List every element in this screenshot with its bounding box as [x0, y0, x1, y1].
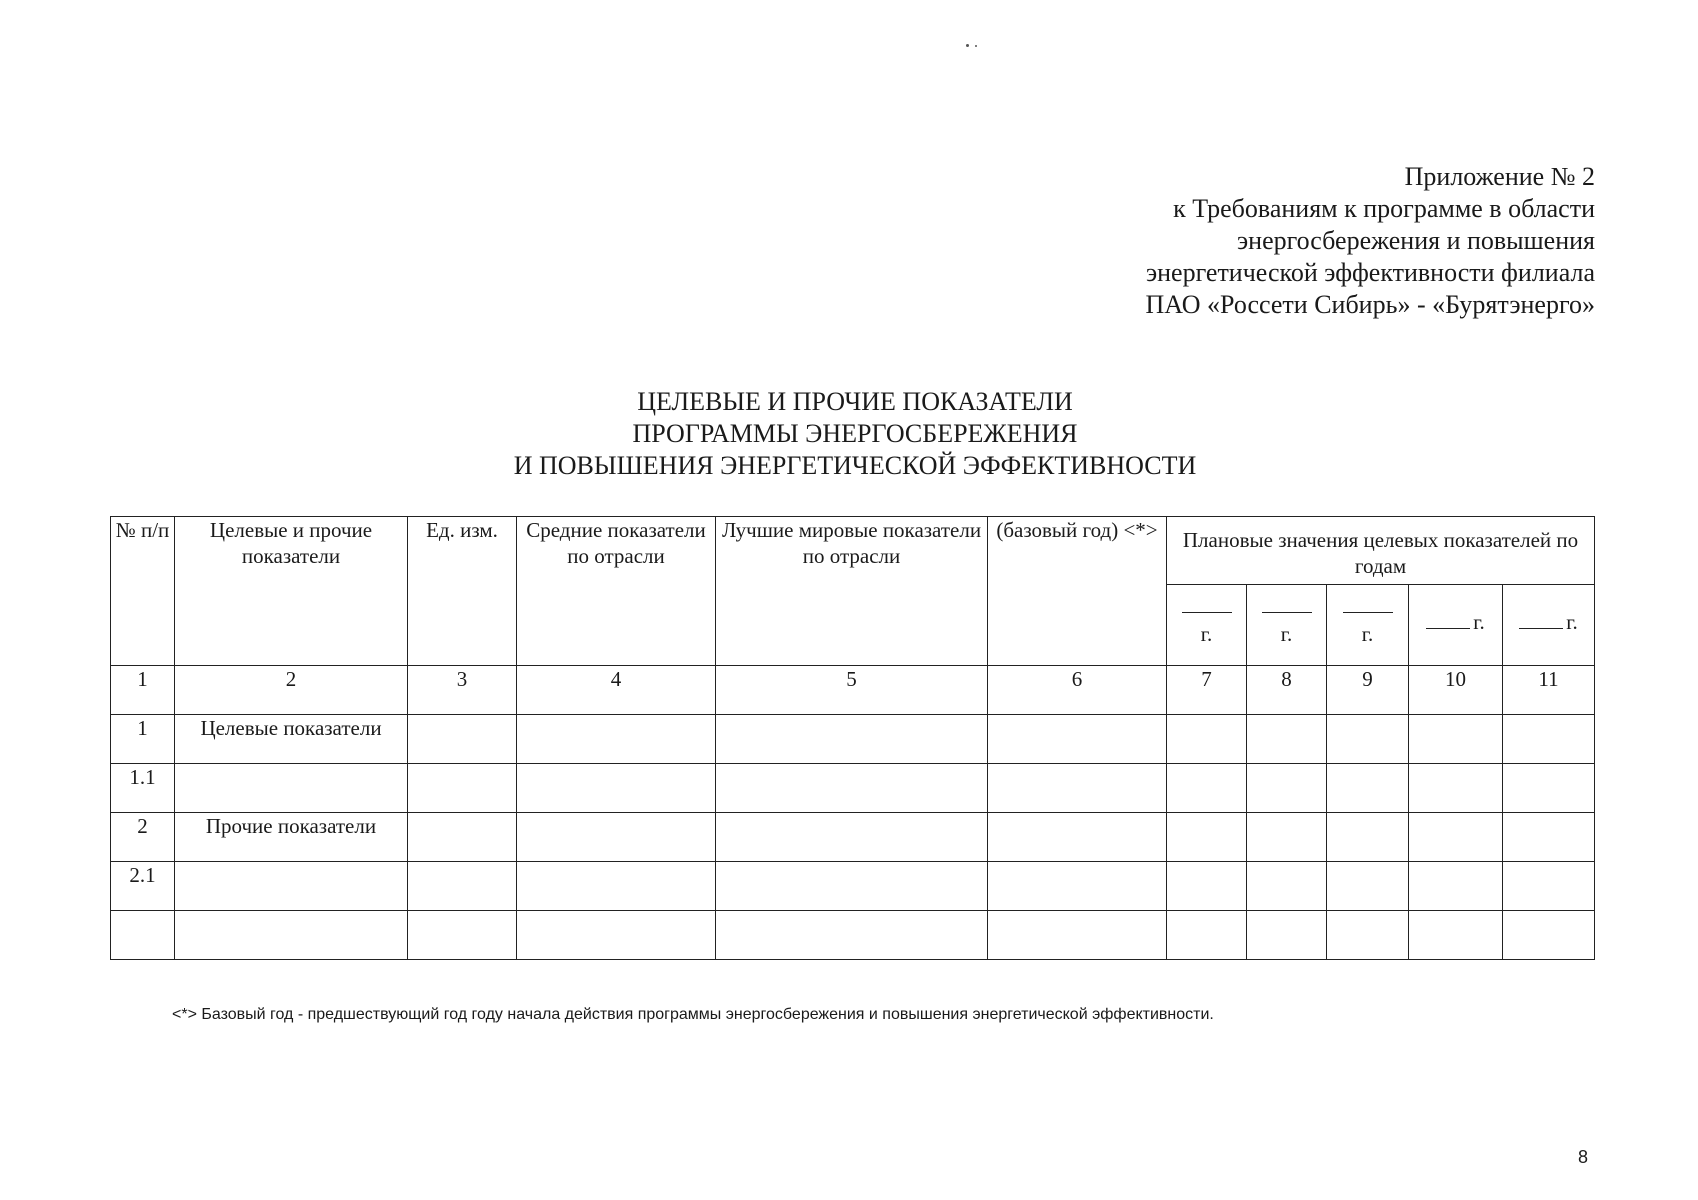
- year-cell: [1247, 585, 1327, 666]
- row-number: [111, 911, 175, 960]
- appendix-line: к Требованиям к программе в области: [1173, 194, 1595, 223]
- title-line: ЦЕЛЕВЫЕ И ПРОЧИЕ ПОКАЗАТЕЛИ: [637, 387, 1073, 416]
- appendix-line: энергосбережения и повышения: [1237, 226, 1595, 255]
- row-name: [175, 764, 408, 813]
- column-number: 2: [175, 666, 408, 715]
- table-row: [111, 813, 1595, 862]
- document-title: [110, 386, 1600, 482]
- row-number: 2.1: [111, 862, 175, 911]
- year-suffix: г.: [1566, 610, 1578, 634]
- column-number: 4: [517, 666, 716, 715]
- page-number: 8: [1577, 1147, 1588, 1167]
- title-line: ПРОГРАММЫ ЭНЕРГОСБЕРЕЖЕНИЯ: [632, 419, 1078, 448]
- row-name: Прочие показатели: [175, 813, 408, 862]
- appendix-line: ПАО «Россети Сибирь» - «Бурятэнерго»: [1145, 290, 1595, 319]
- table-row: [111, 715, 1595, 764]
- header-industry-average: Средние показатели по отрасли: [517, 517, 716, 666]
- header-base-year: (базовый год) <*>: [988, 517, 1167, 666]
- indicators-table: [110, 516, 1595, 960]
- row-name: Целевые показатели: [175, 715, 408, 764]
- appendix-line: Приложение № 2: [1404, 162, 1595, 191]
- column-number: 10: [1409, 666, 1503, 715]
- row-name: [175, 862, 408, 911]
- year-cell: [1409, 585, 1503, 666]
- column-number: 8: [1247, 666, 1327, 715]
- year-suffix: г.: [1200, 622, 1213, 646]
- column-number: 5: [716, 666, 988, 715]
- column-number: 1: [111, 666, 175, 715]
- scan-speck: [975, 45, 977, 47]
- appendix-line: энергетической эффективности филиала: [1145, 258, 1595, 287]
- appendix-note: [1145, 161, 1595, 321]
- year-cell: [1327, 585, 1409, 666]
- column-number: 7: [1167, 666, 1247, 715]
- row-name: [175, 911, 408, 960]
- year-cell: [1167, 585, 1247, 666]
- row-number: 2: [111, 813, 175, 862]
- year-suffix: г.: [1473, 610, 1485, 634]
- header-unit: Ед. изм.: [408, 517, 517, 666]
- year-suffix: г.: [1361, 622, 1374, 646]
- year-suffix: г.: [1280, 622, 1293, 646]
- column-number-row: [111, 666, 1595, 715]
- column-number: 6: [988, 666, 1167, 715]
- table-row: [111, 764, 1595, 813]
- row-number: 1.1: [111, 764, 175, 813]
- header-best-world: Лучшие мировые показатели по отрасли: [716, 517, 988, 666]
- table-row: [111, 911, 1595, 960]
- year-cell: [1503, 585, 1595, 666]
- column-number: 9: [1327, 666, 1409, 715]
- column-number: 11: [1503, 666, 1595, 715]
- title-line: И ПОВЫШЕНИЯ ЭНЕРГЕТИЧЕСКОЙ ЭФФЕКТИВНОСТИ: [513, 451, 1197, 480]
- scan-speck: [966, 44, 969, 47]
- header-planned-values: Плановые значения целевых показателей по годам: [1167, 517, 1595, 585]
- column-number: 3: [408, 666, 517, 715]
- row-number: 1: [111, 715, 175, 764]
- header-number: № п/п: [111, 517, 175, 666]
- footnote: <*> Базовый год - предшествующий год году начала действия программы энергосбережения и повышения энергетической эффективности.: [172, 1006, 1214, 1023]
- header-indicators: Целевые и прочие показатели: [175, 517, 408, 666]
- table-row: [111, 862, 1595, 911]
